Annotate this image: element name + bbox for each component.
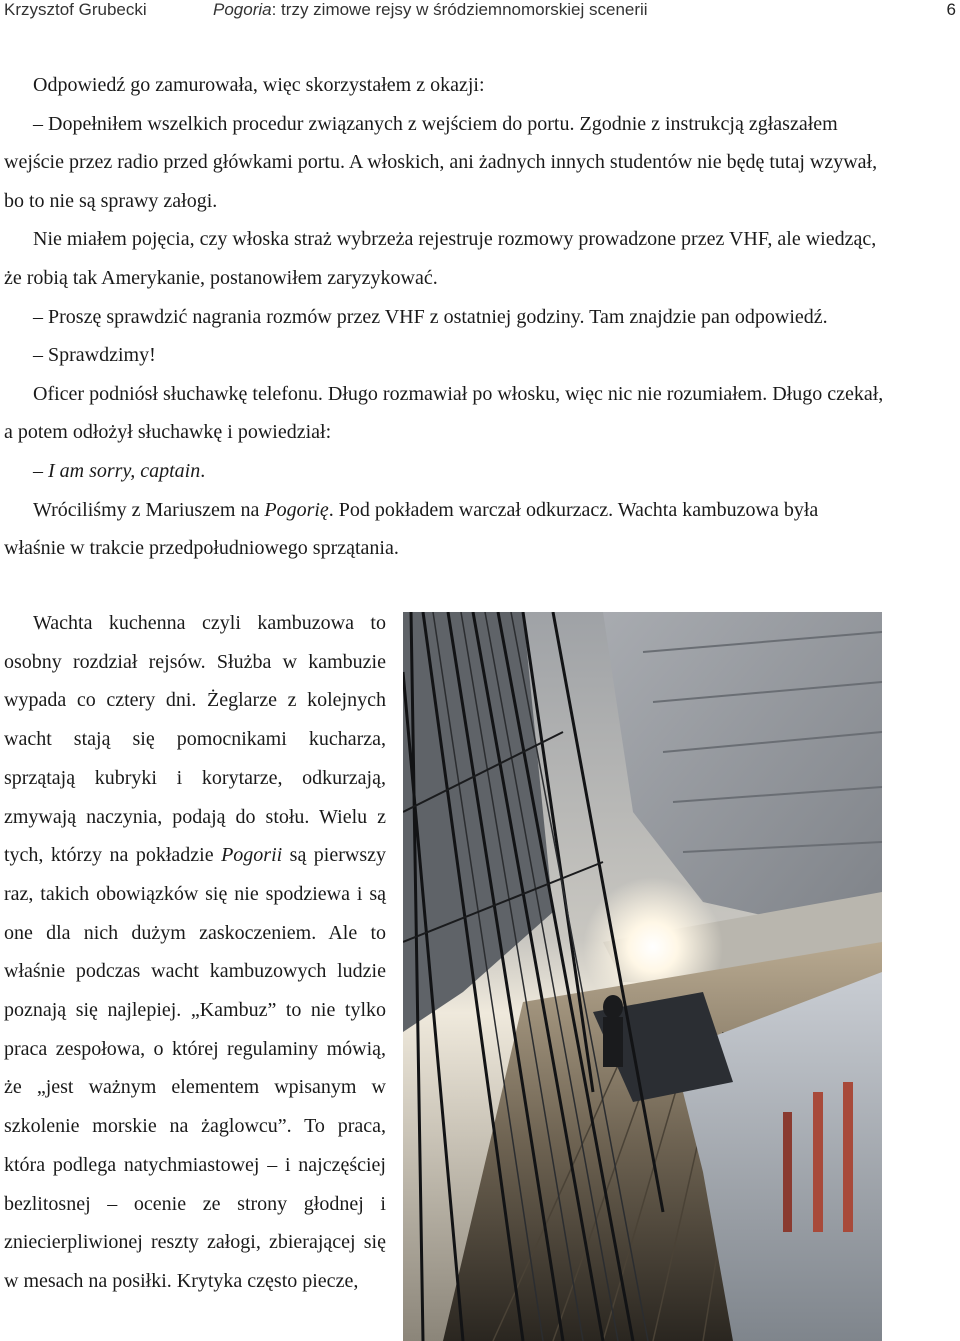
header-title-ship: Pogoria bbox=[213, 0, 272, 19]
paragraph-end: . bbox=[200, 459, 206, 482]
sidebar-text bbox=[4, 604, 386, 1301]
paragraph-part: Wachta kuchenna czyli kambuzowa to osobny rozdział rejsów. Służba w kambuzie wypada co cztery dni. Żeglarze z kolejnych wacht stają się pomocnikami kucharza, sprzątają kubryki i korytarze, odkurzają, zmywają naczynia, podają do stołu. Wielu z tych, którzy na pokładzie bbox=[4, 612, 386, 867]
deck-photo bbox=[403, 612, 882, 1341]
paragraph: Oficer podniósł słuchawkę telefonu. Długo rozmawiał po włosku, więc nic nie rozumiałem. Długo czekał, a potem odłożył słuchawkę i powiedział: bbox=[4, 382, 884, 444]
paragraph-part: Wróciliśmy z Mariuszem na bbox=[33, 498, 265, 521]
ship-name: Pogorii bbox=[221, 844, 283, 867]
header-author: Krzysztof Grubecki bbox=[4, 0, 147, 19]
page-number: 6 bbox=[946, 0, 956, 19]
running-header bbox=[0, 0, 960, 22]
main-text bbox=[4, 66, 884, 568]
paragraph bbox=[4, 604, 386, 1301]
header-title-rest: : trzy zimowe rejsy w śródziemnomorskiej scenerii bbox=[271, 0, 648, 19]
paragraph: Nie miałem pojęcia, czy włoska straż wybrzeża rejestruje rozmowy prowadzone przez VHF, ale wiedząc, że robią tak Amerykanie, postanowiłem zaryzykować. bbox=[4, 228, 877, 289]
paragraph: – Dopełniłem wszelkich procedur związanych z wejściem do portu. Zgodnie z instrukcją zgłaszałem wejście przez radio przed główkami portu. A włoskich, ani żadnych innych studentów nie będę tutaj wzywał, bo to nie są sprawy załogi. bbox=[4, 112, 878, 212]
paragraph-part: są pierwszy raz, takich obowiązków się nie spodziewa i są one dla nich dużym zaskoczeniem. Ale to właśnie podczas wacht kambuzowych ludzie poznają się najlepiej. „Kambuz” to nie tylko praca zespołowa, o której regulaminy mówią, że „jest ważnym elementem wpisanym w szkolenie morskie na żaglowcu”. To praca, która podlega natychmiastowej – i najczęściej bezlitosnej – ocenie ze strony głodnej i zniecierpliwionej reszty załogi, zbierającej się w mesach na posiłki. Krytyka często piecze, bbox=[4, 844, 386, 1292]
paragraph bbox=[4, 452, 884, 491]
paragraph: Odpowiedź go zamurowała, więc skorzystałem z okazji: bbox=[33, 74, 485, 96]
paragraph: – Sprawdzimy! bbox=[33, 344, 156, 367]
paragraph-part: . Pod pokładem warczał odkurzacz. Wachta kambuzowa była właśnie w trakcie przedpołudniowego sprzątania. bbox=[4, 498, 819, 560]
dialogue-dash: – bbox=[33, 459, 48, 482]
header-title bbox=[213, 0, 648, 20]
paragraph bbox=[4, 491, 884, 568]
deck-photo-image bbox=[403, 612, 882, 1341]
italic-quote: I am sorry, captain bbox=[48, 459, 201, 482]
ship-name: Pogorię bbox=[264, 498, 329, 521]
paragraph: – Proszę sprawdzić nagrania rozmów przez VHF z ostatniej godziny. Tam znajdzie pan odpowiedź. bbox=[33, 305, 828, 328]
